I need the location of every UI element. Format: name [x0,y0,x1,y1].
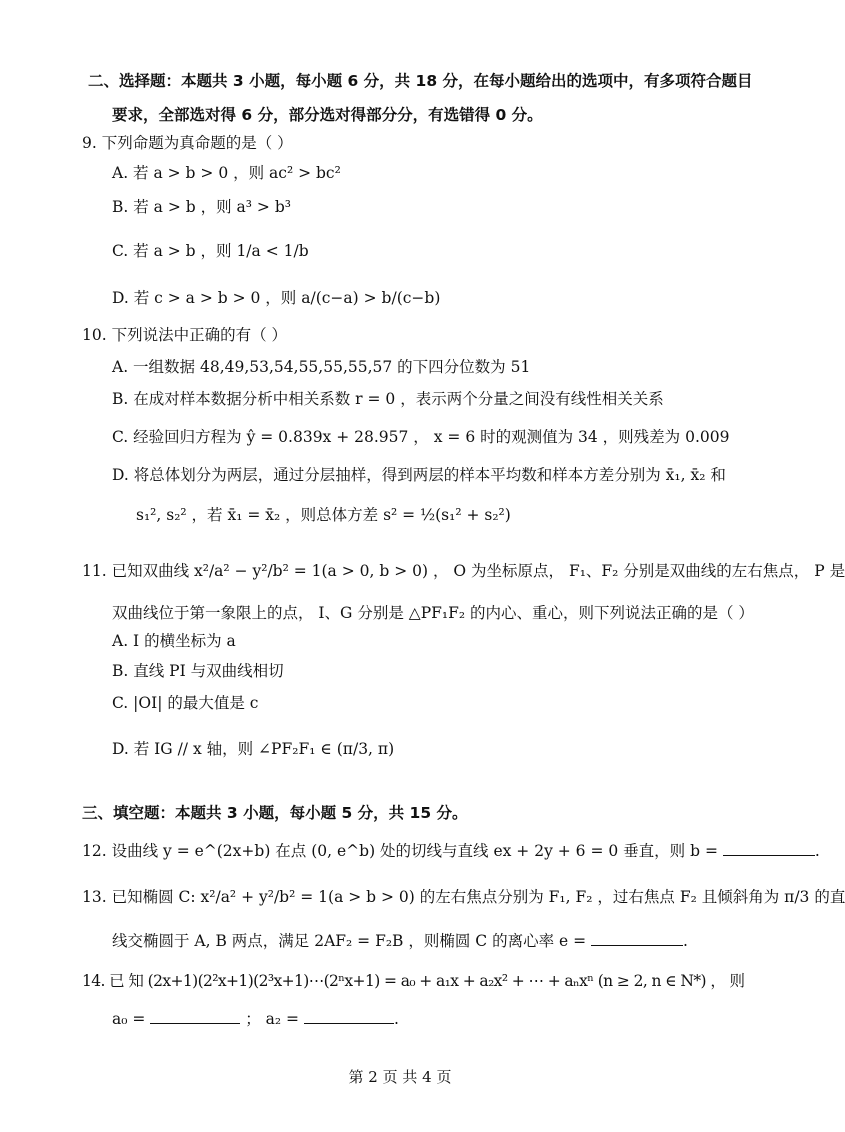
q10-option-a: A. 一组数据 48,49,53,54,55,55,55,57 的下四分位数为 51 [112,358,531,376]
q11-option-d: D. 若 IG // x 轴，则 ∠PF₂F₁ ∈ (π/3, π) [112,740,395,758]
q9-option-a: A. 若 a > b > 0 ，则 ac² > bc² [112,164,341,182]
q9-stem: 9. 下列命题为真命题的是（ ） [82,134,293,152]
q10-option-b: B. 在成对样本数据分析中相关系数 r = 0 ，表示两个分量之间没有线性相关关系 [112,390,664,408]
q10-option-d-line-2: s₁², s₂² ，若 x̄₁ = x̄₂ ，则总体方差 s² = ½(s₁² + s₂²) [136,506,511,524]
q9-option-d: D. 若 c > a > b > 0 ，则 a/(c−a) > b/(c−b) [112,289,441,307]
q13-question: 线交椭圆于 A, B 两点，满足 2AF₂ = F₂B ，则椭圆 C 的离心率 e = [112,932,587,950]
section-2-heading-line-1: 二、选择题：本题共 3 小题，每小题 6 分，共 18 分，在每小题给出的选项中，有多项符合题目 [88,72,753,90]
q10-option-d-line-1: D. 将总体划分为两层，通过分层抽样，得到两层的样本平均数和样本方差分别为 x̄₁, x̄₂ 和 [112,466,726,484]
q9-option-c: C. 若 a > b ，则 1/a < 1/b [112,242,309,260]
section-2-heading-line-2: 要求，全部选对得 6 分，部分选对得部分分，有选错得 0 分。 [112,106,543,124]
q13-line-2 [112,930,688,952]
q11-option-b: B. 直线 PI 与双曲线相切 [112,662,284,680]
q14-a2-blank[interactable] [304,1009,394,1024]
q13-line-1: 13. 已知椭圆 C: x²/a² + y²/b² = 1(a > b > 0) 的左右焦点分别为 F₁, F₂ ，过右焦点 F₂ 且倾斜角为 π/3 的直 [82,888,845,906]
q10-option-c: C. 经验回归方程为 ŷ = 0.839x + 28.957 ， x = 6 时的观测值为 34 ，则残差为 0.009 [112,428,730,446]
page-number: 第 2 页 共 4 页 [348,1068,452,1086]
q11-stem-line-1: 11. 已知双曲线 x²/a² − y²/b² = 1(a > 0, b > 0) ， O 为坐标原点， F₁、F₂ 分别是双曲线的左右焦点， P 是 [82,562,845,580]
q12-end: . [814,842,820,860]
q11-option-c: C. |OI| 的最大值是 c [112,694,259,712]
q14-a0-label: a₀ = [112,1010,146,1028]
q14-line-2 [112,1008,399,1030]
q9-option-b: B. 若 a > b ，则 a³ > b³ [112,198,291,216]
q13-end: . [683,932,688,950]
q14-line-1: 14. 已 知 (2x+1)(2²x+1)(2³x+1)⋯(2ⁿx+1) = a₀ + a₁x + a₂x² + ⋯ + aₙxⁿ (n ≥ 2, n ∈ N*) ， 则 [82,972,745,990]
q12-question: 12. 设曲线 y = e^(2x+b) 在点 (0, e^b) 处的切线与直线 ex + 2y + 6 = 0 垂直，则 b = [82,842,718,860]
q14-a0-blank[interactable] [150,1009,240,1024]
q11-stem-line-2: 双曲线位于第一象限上的点， I、G 分别是 △PF₁F₂ 的内心、重心，则下列说法正确的是（ ） [112,604,754,622]
section-3-heading: 三、填空题：本题共 3 小题，每小题 5 分，共 15 分。 [82,804,468,822]
q10-stem: 10. 下列说法中正确的有（ ） [82,326,288,344]
q13-answer-blank[interactable] [591,931,683,946]
q11-option-a: A. I 的横坐标为 a [112,632,236,650]
q12-text [82,840,820,862]
q14-end: . [393,1010,399,1028]
q12-answer-blank[interactable] [723,841,815,856]
q14-a2-label: ； a₂ = [245,1010,300,1028]
